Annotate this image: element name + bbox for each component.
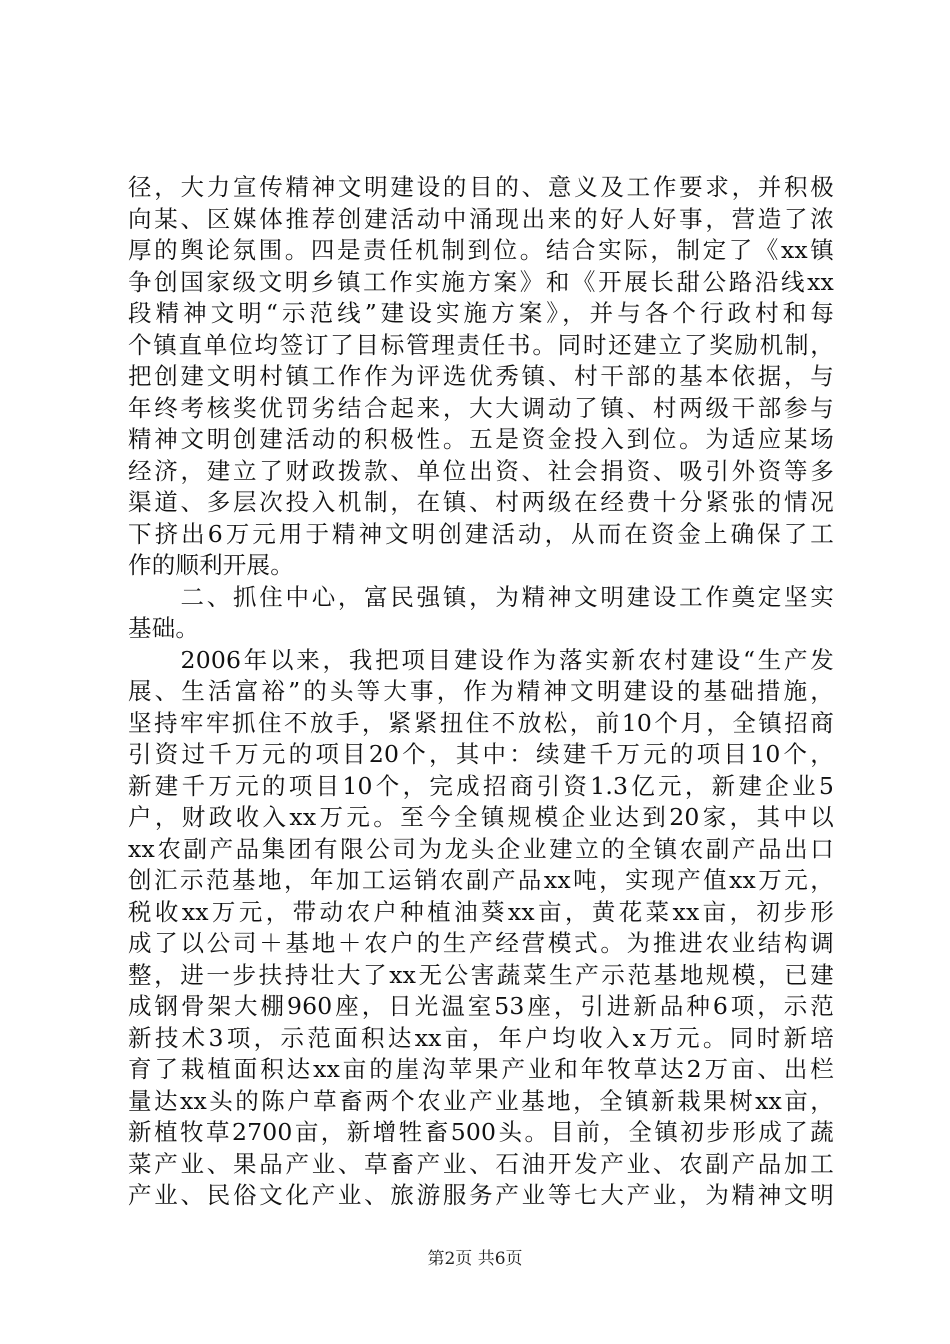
text-line: 产业、民俗文化产业、旅游服务产业等七大产业，为精神文明: [128, 1181, 834, 1209]
text-line: 段精神文明“示范线”建设实施方案》，并与各个行政村和每: [128, 299, 834, 327]
text-line: 争创国家级文明乡镇工作实施方案》和《开展长甜公路沿线xx: [128, 267, 834, 296]
text-line: 户，财政收入xx万元。至今全镇规模企业达到20家，其中以: [128, 803, 834, 831]
text-line: 新技术3项，示范面积达xx亩，年户均收入x万元。同时新培: [128, 1023, 834, 1052]
text-line: 菜产业、果品产业、草畜产业、石油开发产业、农副产品加工: [128, 1149, 834, 1178]
text-line: 税收xx万元，带动农户种植油葵xx亩，黄花菜xx亩，初步形: [128, 897, 834, 926]
text-line: 年终考核奖优罚劣结合起来，大大调动了镇、村两级干部参与: [128, 393, 834, 422]
text-line: xx农副产品集团有限公司为龙头企业建立的全镇农副产品出口: [128, 834, 834, 863]
text-line: 育了栽植面积达xx亩的崖沟苹果产业和年牧草达2万亩、出栏: [128, 1055, 834, 1083]
text-line: 量达xx头的陈户草畜两个农业产业基地，全镇新栽果树xx亩，: [128, 1086, 834, 1115]
text-line: 把创建文明村镇工作作为评选优秀镇、村干部的基本依据，与: [128, 362, 834, 390]
text-line: 引资过千万元的项目20个，其中：续建千万元的项目10个，: [128, 740, 834, 768]
text-line: 渠道、多层次投入机制，在镇、村两级在经费十分紧张的情况: [128, 488, 834, 516]
text-line: 创汇示范基地，年加工运销农副产品xx吨，实现产值xx万元，: [128, 866, 834, 894]
text-line: 成了以公司＋基地＋农户的生产经营模式。为推进农业结构调: [128, 929, 834, 957]
section-heading-line: 基础。: [128, 614, 200, 642]
text-line: 整，进一步扶持壮大了xx无公害蔬菜生产示范基地规模，已建: [128, 960, 834, 989]
text-line: 作的顺利开展。: [128, 551, 294, 579]
text-line: 展、生活富裕”的头等大事，作为精神文明建设的基础措施，: [128, 677, 834, 705]
section-heading-line: 二、抓住中心，富民强镇，为精神文明建设工作奠定坚实: [128, 582, 834, 611]
text-line: 向某、区媒体推荐创建活动中涌现出来的好人好事，营造了浓: [128, 204, 834, 233]
document-body: [128, 172, 834, 1212]
text-line: 下挤出6万元用于精神文明创建活动，从而在资金上确保了工: [128, 519, 834, 548]
text-line: 2006年以来，我把项目建设作为落实新农村建设“生产发: [128, 645, 834, 674]
text-line: 径，大力宣传精神文明建设的目的、意义及工作要求，并积极: [128, 173, 834, 201]
text-line: 新建千万元的项目10个，完成招商引资1.3亿元，新建企业5: [128, 771, 834, 800]
page-number-footer: 第2页 共6页: [427, 1249, 523, 1269]
text-line: 厚的舆论氛围。四是责任机制到位。结合实际，制定了《xx镇: [128, 236, 834, 264]
text-line: 坚持牢牢抓住不放手，紧紧扭住不放松，前10个月，全镇招商: [128, 708, 834, 737]
text-line: 精神文明创建活动的积极性。五是资金投入到位。为适应某场: [128, 425, 834, 453]
text-line: 成钢骨架大棚960座，日光温室53座，引进新品种6项，示范: [128, 992, 834, 1020]
text-line: 经济，建立了财政拨款、单位出资、社会捐资、吸引外资等多: [128, 456, 834, 485]
text-line: 个镇直单位均签订了目标管理责任书。同时还建立了奖励机制，: [128, 330, 834, 359]
text-line: 新植牧草2700亩，新增牲畜500头。目前，全镇初步形成了蔬: [128, 1118, 834, 1146]
